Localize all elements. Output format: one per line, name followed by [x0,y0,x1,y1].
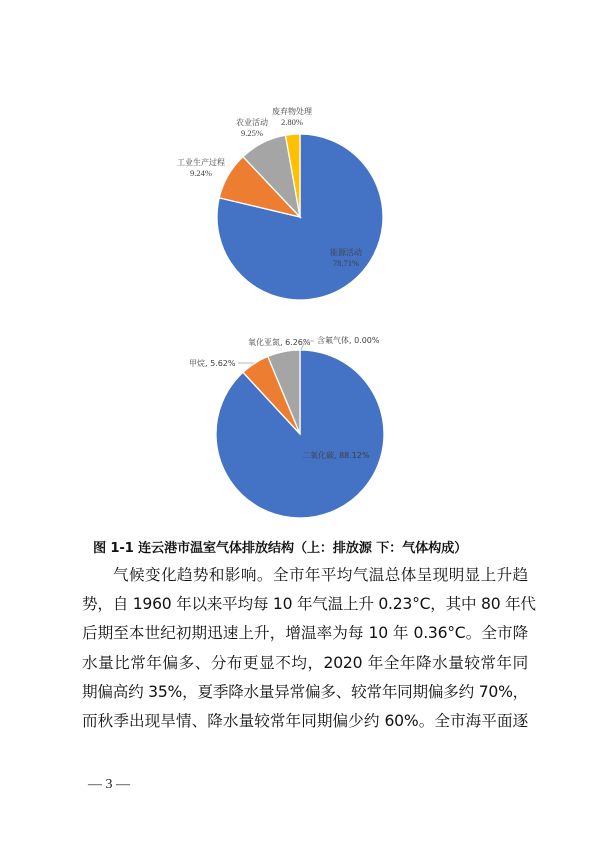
figure-caption: 图 1-1 连云港市温室气体排放结构（上：排放源 下：气体构成） [93,541,468,556]
label-industry-pct: 9.24% [190,168,212,178]
label-energy-pct: 78.71% [332,258,360,268]
label-agri-pct: 9.25% [241,128,263,138]
label-industry-name: 工业生产过程 [177,158,225,167]
paragraph-line: 水量比常年偏多、分布更显不均，2020 年全年降水量较常年同 [82,653,528,672]
label-energy-name: 能源活动 [330,248,362,257]
paragraph-line: 势，自 1960 年以来平均每 10 年气温上升 0.23°C，其中 80 年代 [82,595,536,614]
label-agri-name: 农业活动 [236,118,268,127]
paragraph-line: 而秋季出现旱情、降水量较常年同期偏少约 60%。全市海平面逐 [82,712,528,731]
paragraph-line: 气候变化趋势和影响。全市年平均气温总体呈现明显上升趋 [113,566,528,584]
label-waste-pct: 2.80% [281,117,303,127]
label-co2: 二氧化碳, 88.12% [302,451,370,460]
emission-source-pie-chart [217,134,383,300]
label-waste-name: 废弃物处理 [272,107,312,116]
page-number: — 3 — [88,777,130,792]
label-fgas: 含氟气体, 0.00% [317,336,380,345]
label-n2o: 氧化亚氮, 6.26% [248,338,311,347]
body-paragraph [82,561,536,736]
paragraph-line: 后期至本世纪初期迅速上升，增温率为每 10 年 0.36°C。全市降 [82,624,528,643]
paragraph-line: 期偏高约 35%，夏季降水量异常偏多、较常年同期偏多约 70%， [82,682,528,701]
gas-composition-pie-chart [216,350,384,518]
label-ch4: 甲烷, 5.62% [189,359,236,368]
